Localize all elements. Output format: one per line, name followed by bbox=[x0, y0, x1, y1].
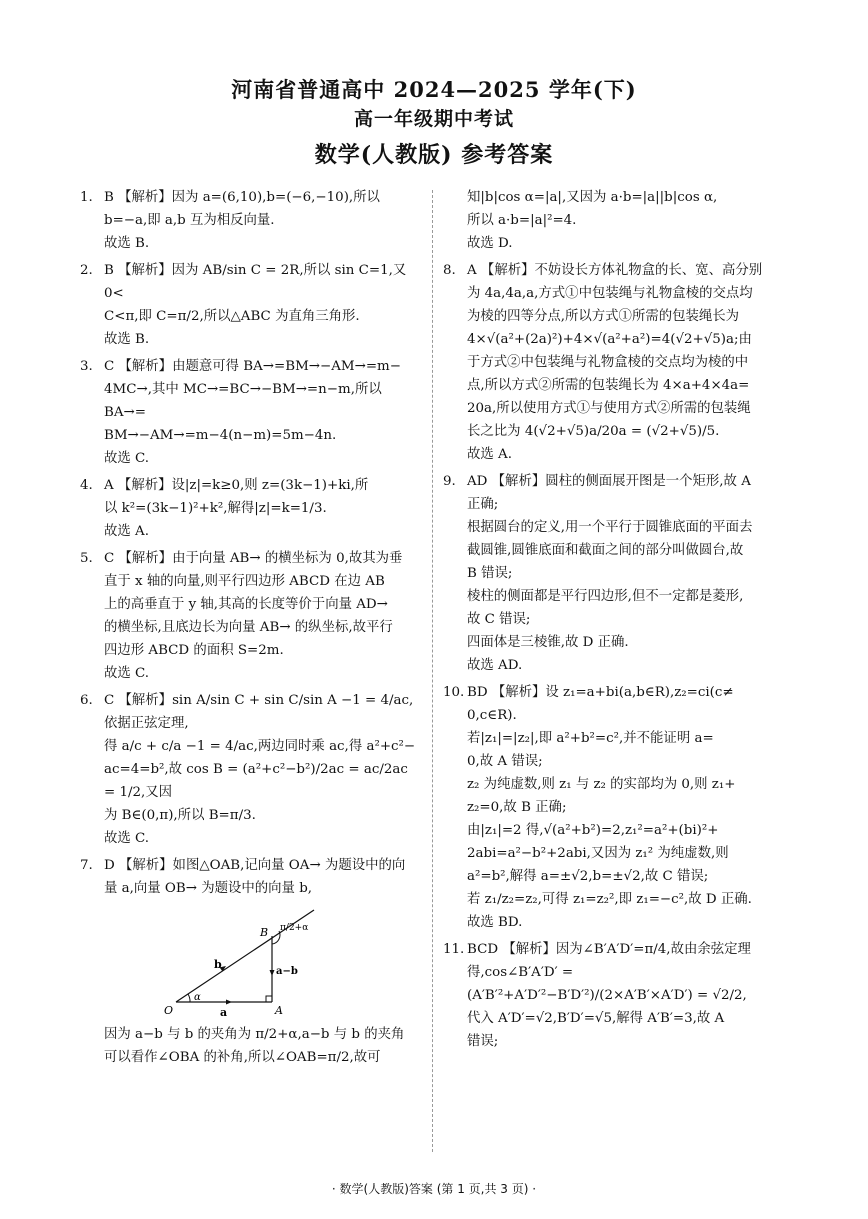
answer-line: 4×√(a²+(2a)²)+4×√(a²+a²)=4(√2+√5)a;由 bbox=[467, 332, 752, 347]
answer-line: z₂=0,故 B 正确; bbox=[467, 800, 567, 815]
answer-item bbox=[80, 689, 419, 850]
answer-item bbox=[80, 854, 419, 900]
answer-line: 0,故 A 错误; bbox=[467, 754, 543, 769]
question-number: 10. bbox=[443, 685, 465, 700]
answer-item bbox=[80, 474, 419, 543]
answer-line: 故选 C. bbox=[104, 666, 150, 681]
answer-line: BM→−AM→=m−4(n−m)=5m−4n. bbox=[104, 428, 337, 443]
label-a-minus-b: a−b bbox=[276, 966, 298, 977]
question-number: 5. bbox=[80, 551, 93, 566]
answer-line: C 【解析】sin A/sin C + sin C/sin A −1 = 4/ac,依据正弦定理, bbox=[104, 693, 414, 731]
question-number: 9. bbox=[443, 474, 456, 489]
arrowhead-a bbox=[226, 1000, 232, 1005]
answer-line: 故选 A. bbox=[467, 447, 512, 462]
label-B: B bbox=[260, 926, 269, 939]
answer-line: 于方式②中包装绳与礼物盒棱的交点均为棱的中 bbox=[467, 355, 749, 370]
column-divider bbox=[432, 190, 433, 1152]
answer-line: 故选 C. bbox=[104, 451, 150, 466]
title-line-2: 高一年级期中考试 bbox=[353, 108, 514, 130]
answer-line: A 【解析】不妨设长方体礼物盒的长、宽、高分别 bbox=[467, 263, 763, 278]
answer-line: D 【解析】如图△OAB,记向量 OA→ 为题设中的向 bbox=[104, 858, 406, 873]
answer-line: 故选 BD. bbox=[467, 915, 523, 930]
answer-line: 可以看作∠OBA 的补角,所以∠OAB=π/2,故可 bbox=[104, 1050, 381, 1065]
triangle-figure bbox=[154, 904, 354, 1019]
label-O: O bbox=[164, 1004, 174, 1017]
answer-item bbox=[80, 186, 419, 255]
answer-line: 四面体是三棱锥,故 D 正确. bbox=[467, 635, 629, 650]
answer-line: z₂ 为纯虚数,则 z₁ 与 z₂ 的实部均为 0,则 z₁+ bbox=[467, 777, 736, 792]
answer-line: 正确; bbox=[467, 497, 499, 512]
title-line-3: 数学(人教版) 参考答案 bbox=[314, 142, 554, 168]
answer-line: 棱柱的侧面都是平行四边形,但不一定都是菱形, bbox=[467, 589, 744, 604]
answer-line: 知|b|cos α=|a|,又因为 a·b=|a||b|cos α, bbox=[467, 190, 718, 205]
answer-line: a²=b²,解得 a=±√2,b=±√2,故 C 错误; bbox=[467, 869, 709, 884]
answer-line: 长之比为 4(√2+√5)a/20a = (√2+√5)/5. bbox=[467, 424, 720, 439]
answer-line: 故选 AD. bbox=[467, 658, 523, 673]
question-number: 2. bbox=[80, 263, 93, 278]
right-angle-mark bbox=[266, 996, 272, 1002]
answer-item bbox=[447, 186, 797, 255]
title-line-1: 河南省普通高中 2024—2025 学年(下) bbox=[231, 77, 637, 102]
angle-alpha-arc bbox=[188, 994, 190, 1002]
answer-line: BCD 【解析】因为∠B′A′D′=π/4,故由余弦定理 bbox=[467, 942, 751, 957]
answer-line: 故 C 错误; bbox=[467, 612, 531, 627]
question-number: 1. bbox=[80, 190, 93, 205]
answer-item bbox=[443, 470, 797, 677]
answer-line: 代入 A′D′=√2,B′D′=√5,解得 A′B′=3,故 A bbox=[467, 1011, 725, 1026]
answer-line: 20a,所以使用方式①与使用方式②所需的包装绳 bbox=[467, 401, 751, 416]
answer-line: 若 z₁/z₂=z₂,可得 z₁=z₂²,即 z₁=−c²,故 D 正确. bbox=[467, 892, 752, 907]
answer-line: 所以 a·b=|a|²=4. bbox=[467, 213, 577, 228]
answer-line: B 错误; bbox=[467, 566, 513, 581]
answer-line: 得 a/c + c/a −1 = 4/ac,两边同时乘 ac,得 a²+c²− bbox=[104, 739, 416, 754]
answer-line: 为 B∈(0,π),所以 B=π/3. bbox=[104, 808, 256, 823]
answer-line: 根据圆台的定义,用一个平行于圆锥底面的平面去 bbox=[467, 520, 753, 535]
answer-line: 故选 D. bbox=[467, 236, 513, 251]
answer-line: 故选 A. bbox=[104, 524, 149, 539]
arrowhead-a-minus-b bbox=[270, 970, 275, 976]
answer-line: 故选 B. bbox=[104, 332, 150, 347]
answer-line: 因为 a−b 与 b 的夹角为 π/2+α,a−b 与 b 的夹角 bbox=[104, 1027, 405, 1042]
label-b: b bbox=[214, 958, 222, 971]
answer-item bbox=[80, 355, 419, 470]
answer-line: 截圆锥,圆锥底面和截面之间的部分叫做圆台,故 bbox=[467, 543, 744, 558]
answer-line: b=−a,即 a,b 互为相反向量. bbox=[104, 213, 275, 228]
answer-item bbox=[80, 547, 419, 685]
answer-line: C 【解析】由于向量 AB→ 的横坐标为 0,故其为垂 bbox=[104, 551, 403, 566]
answer-line: BD 【解析】设 z₁=a+bi(a,b∈R),z₂=ci(c≠ bbox=[467, 685, 734, 700]
answer-line: 的横坐标,且底边长为向量 AB→ 的纵坐标,故平行 bbox=[104, 620, 393, 635]
answer-line: 若|z₁|=|z₂|,即 a²+b²=c²,并不能证明 a= bbox=[467, 731, 714, 746]
question-number: 11. bbox=[443, 942, 465, 957]
answer-line: 得,cos∠B′A′D′ = (A′B′²+A′D′²−B′D′²)/(2×A′B′×A′D′) = √2/2, bbox=[467, 965, 747, 1003]
answer-line: 4MC→,其中 MC→=BC→−BM→=n−m,所以 BA→= bbox=[104, 382, 382, 420]
label-alpha: α bbox=[194, 992, 201, 1003]
answer-line: 为 4a,4a,a,方式①中包装绳与礼物盒棱的交点均 bbox=[467, 286, 753, 301]
answer-line: 点,所以方式②所需的包装绳长为 4×a+4×4a= bbox=[467, 378, 750, 393]
answer-line: 上的高垂直于 y 轴,其高的长度等价于向量 AD→ bbox=[104, 597, 388, 612]
question-number: 3. bbox=[80, 359, 93, 374]
right-column bbox=[443, 186, 797, 1057]
answer-line: B 【解析】因为 a=(6,10),b=(−6,−10),所以 bbox=[104, 190, 380, 205]
answer-item bbox=[443, 938, 797, 1053]
answer-line: 四边形 ABCD 的面积 S=2m. bbox=[104, 643, 284, 658]
answer-line: C<π,即 C=π/2,所以△ABC 为直角三角形. bbox=[104, 309, 360, 324]
question-number: 8. bbox=[443, 263, 456, 278]
page-footer: · 数学(人教版)答案 (第 1 页,共 3 页) · bbox=[331, 1182, 537, 1196]
answer-item bbox=[84, 1023, 419, 1069]
label-a: a bbox=[220, 1006, 228, 1019]
answer-line: AD 【解析】圆柱的侧面展开图是一个矩形,故 A bbox=[467, 474, 751, 489]
answer-item bbox=[80, 259, 419, 351]
answer-line: A 【解析】设|z|=k≥0,则 z=(3k−1)+ki,所 bbox=[104, 478, 369, 493]
label-pi-half-plus-alpha: π/2+α bbox=[280, 923, 309, 933]
answer-line: 故选 C. bbox=[104, 831, 150, 846]
answer-line: ac=4=b²,故 cos B = (a²+c²−b²)/2ac = ac/2ac = 1/2,又因 bbox=[104, 762, 408, 800]
answer-item bbox=[443, 259, 797, 466]
question-number: 7. bbox=[80, 858, 93, 873]
answer-line: C 【解析】由题意可得 BA→=BM→−AM→=m− bbox=[104, 359, 401, 374]
left-column bbox=[80, 186, 419, 1073]
answer-line: 故选 B. bbox=[104, 236, 150, 251]
answer-line: 2abi=a²−b²+2abi,又因为 z₁² 为纯虚数,则 bbox=[467, 846, 729, 861]
answer-line: 量 a,向量 OB→ 为题设中的向量 b, bbox=[104, 881, 313, 896]
question-number: 4. bbox=[80, 478, 93, 493]
answer-item bbox=[443, 681, 797, 934]
question-number: 6. bbox=[80, 693, 93, 708]
answer-line: B 【解析】因为 AB/sin C = 2R,所以 sin C=1,又 0< bbox=[104, 263, 407, 301]
answer-line: 由|z₁|=2 得,√(a²+b²)=2,z₁²=a²+(bi)²+ bbox=[467, 823, 719, 838]
answer-line: 直于 x 轴的向量,则平行四边形 ABCD 在边 AB bbox=[104, 574, 385, 589]
answer-line: 错误; bbox=[467, 1034, 499, 1049]
answer-line: 为棱的四等分点,所以方式①所需的包装绳长为 bbox=[467, 309, 740, 324]
label-A: A bbox=[275, 1004, 283, 1017]
answer-line: 0,c∈R). bbox=[467, 708, 517, 723]
answer-line: 以 k²=(3k−1)²+k²,解得|z|=k=1/3. bbox=[104, 501, 327, 516]
